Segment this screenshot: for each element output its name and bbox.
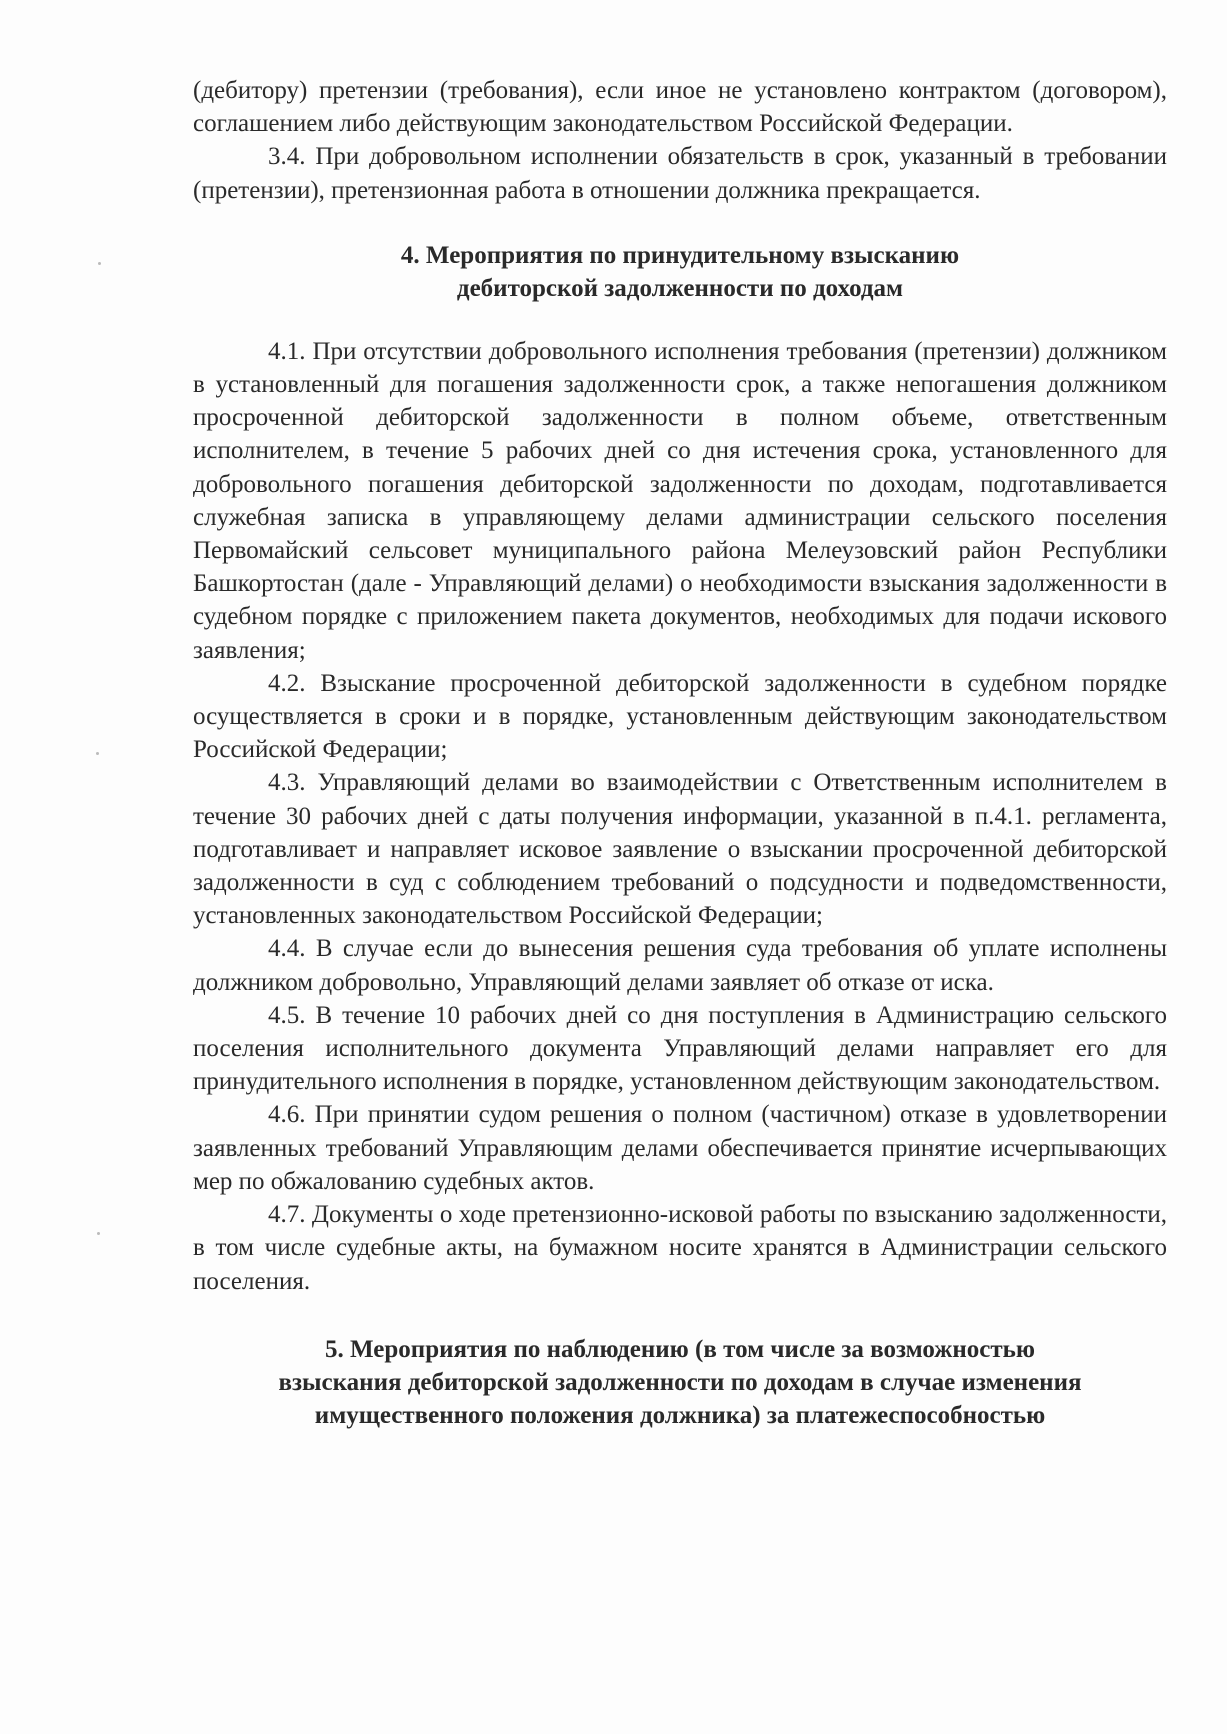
scan-speck (97, 1232, 100, 1235)
paragraph-3-4: 3.4. При добровольном исполнении обязательств в срок, указанный в требовании (претензии), претензионная работа в отношении должника прекращается. (193, 143, 1167, 204)
document-body (193, 74, 1167, 1432)
section-4-heading (193, 239, 1167, 305)
section-4-heading-line1: 4. Мероприятия по принудительному взысканию (400, 241, 960, 269)
paragraph-4-6: 4.6. При принятии судом решения о полном (частичном) отказе в удовлетворении заявленных требований Управляющим делами обеспечивается принятие исчерпывающих мер по обжалованию судебных актов. (193, 1101, 1167, 1195)
scan-speck (96, 752, 99, 755)
paragraph-4-7: 4.7. Документы о ходе претензионно-исковой работы по взысканию задолженности, в том числе судебные акты, на бумажном носите хранятся в Администрации сельского поселения. (193, 1201, 1167, 1295)
section-5-heading-line1: 5. Мероприятия по наблюдению (в том числе за возможностью (325, 1335, 1035, 1363)
scan-speck (98, 262, 101, 265)
paragraph-4-4: 4.4. В случае если до вынесения решения суда требования об уплате исполнены должником добровольно, Управляющий делами заявляет об отказе от иска. (193, 935, 1167, 996)
paragraph-4-3: 4.3. Управляющий делами во взаимодействии с Ответственным исполнителем в течение 30 рабочих дней с даты получения информации, указанной в п.4.1. регламента, подготавливает и направляет исковое заявление о взыскании просроченной дебиторской задолженности в суд с соблюдением требований о подсудности и подведомственности, установленных законодательством Российской Федерации; (193, 769, 1167, 930)
paragraph-4-1: 4.1. При отсутствии добровольного исполнения требования (претензии) должником в установленный для погашения задолженности срок, а также непогашения должником просроченной дебиторской задолженности в полном объеме, ответственным исполнителем, в течение 5 рабочих дней со дня истечения срока, установленного для добровольного погашения дебиторской задолженности по доходам, подготавливается служебная записка в управляющему делами администрации сельского поселения Первомайский сельсовет муниципального района Мелеузовский район Республики Башкортостан (дале - Управляющий делами) о необходимости взыскания задолженности в судебном порядке с приложением пакета документов, необходимых для подачи искового заявления; (193, 337, 1167, 664)
paragraph-4-5: 4.5. В течение 10 рабочих дней со дня поступления в Администрацию сельского поселения исполнительного документа Управляющий делами направляет его для принудительного исполнения в порядке, установленном действующим законодательством. (193, 1001, 1167, 1096)
paragraph-4-2: 4.2. Взыскание просроченной дебиторской задолженности в судебном порядке осуществляется в сроки и в порядке, установленным действующим законодательством Российской Федерации; (193, 669, 1167, 764)
section-5-heading (193, 1333, 1167, 1432)
intro-continuation: (дебитору) претензии (требования), если иное не установлено контрактом (договором), соглашением либо действующим законодательством Российской Федерации. (193, 77, 1167, 138)
section-4-heading-line2: дебиторской задолженности по доходам (456, 274, 904, 302)
section-5-heading-line2: взыскания дебиторской задолженности по доходам в случае изменения (278, 1368, 1082, 1396)
section-5-heading-line3: имущественного положения должника) за платежеспособностью (314, 1401, 1046, 1429)
